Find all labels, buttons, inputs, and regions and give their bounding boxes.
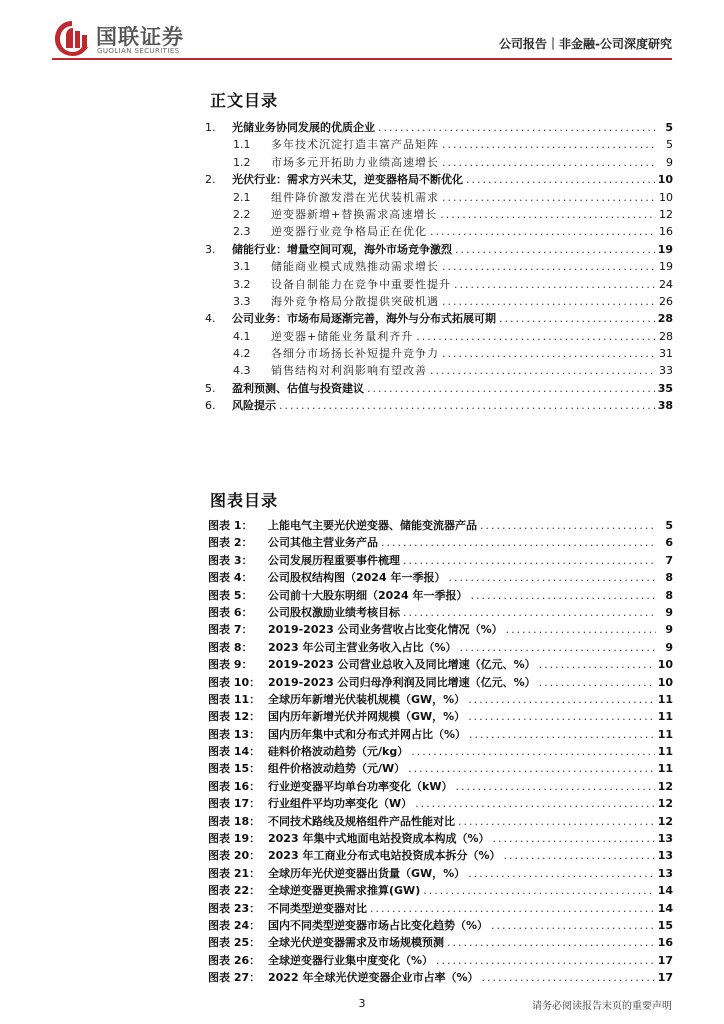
figure-list-entry[interactable] (208, 917, 673, 934)
figure-list-entry[interactable] (208, 900, 673, 917)
figure-list-entry[interactable] (208, 569, 673, 586)
figure-number: 图表 26： (208, 953, 261, 967)
figure-page: 13 (657, 832, 673, 846)
report-type: 公司报告｜非金融-公司深度研究 (499, 37, 672, 51)
figure-leader-dots (436, 952, 655, 969)
figure-page: 12 (657, 797, 673, 811)
toc-leader-dots (416, 328, 656, 345)
figure-number: 图表 16： (208, 779, 261, 793)
figure-label: 上能电气主要光伏逆变器、储能变流器产品 (268, 519, 477, 532)
toc-entry-label: 销售结构对利润影响有望改善 (271, 364, 427, 378)
figure-list-entry[interactable] (208, 882, 673, 899)
toc-entry-page: 9 (666, 155, 673, 169)
toc-entry-page: 12 (659, 207, 673, 221)
figure-label: 公司发展历程重要事件梳理 (268, 553, 400, 567)
figures-title: 图表目录 (210, 491, 279, 510)
figure-page: 14 (657, 884, 673, 898)
figure-page: 9 (665, 623, 673, 637)
figure-number: 图表 4： (208, 571, 253, 585)
figure-leader-dots (455, 778, 654, 795)
figure-list-entry[interactable] (208, 552, 673, 569)
figure-label: 全球光伏逆变器需求及市场规模预测 (268, 936, 444, 950)
figure-number: 图表 24： (208, 918, 261, 932)
toc-subsection-entry[interactable] (205, 276, 673, 293)
page-header (0, 0, 724, 62)
footer-disclaimer: 请务必阅读报告末页的重要声明 (532, 1001, 672, 1012)
figure-list-entry[interactable] (208, 517, 673, 534)
figure-list-entry[interactable] (208, 778, 673, 795)
toc-subsection-entry[interactable] (205, 206, 673, 223)
figure-list-entry[interactable] (208, 952, 673, 969)
toc-subsection-entry[interactable] (205, 136, 673, 153)
toc-section-entry[interactable] (205, 310, 673, 327)
toc-entry-page: 19 (657, 242, 673, 256)
figure-number: 图表 10： (208, 675, 261, 689)
toc-leader-dots (367, 380, 655, 397)
figure-page: 17 (657, 953, 673, 967)
figure-label: 硅料价格波动趋势（元/kg） (268, 745, 409, 759)
figure-label: 行业组件平均功率变化（W） (268, 797, 413, 811)
figure-number: 图表 27： (208, 971, 261, 985)
toc-entry-label: 光伏行业：需求方兴未艾，逆变器格局不断优化 (232, 173, 463, 187)
toc-entry-page: 16 (659, 225, 673, 239)
figure-label: 2022 年全球光伏逆变器企业市占率（%） (268, 971, 479, 985)
figure-number: 图表 22： (208, 884, 261, 898)
figure-list-entry[interactable] (208, 708, 673, 725)
figure-list-entry[interactable] (208, 587, 673, 604)
toc-entry-number: 4.1 (233, 329, 251, 343)
figure-page: 9 (665, 640, 673, 654)
toc-section-entry[interactable] (205, 380, 673, 397)
figure-list-entry[interactable] (208, 639, 673, 656)
figure-leader-dots (503, 847, 654, 864)
figure-page: 12 (657, 779, 673, 793)
figure-list-entry[interactable] (208, 726, 673, 743)
figure-leader-dots (447, 934, 655, 951)
figure-number: 图表 8： (208, 640, 253, 654)
toc-entry-label: 设备自制能力在竞争中重要性提升 (271, 277, 451, 291)
figure-page: 5 (665, 519, 673, 532)
figure-page: 13 (657, 866, 673, 880)
toc-leader-dots (442, 258, 656, 275)
toc-entry-page: 24 (659, 277, 673, 291)
figure-leader-dots (403, 604, 656, 621)
toc-leader-dots (378, 119, 656, 136)
figure-leader-dots (491, 917, 655, 934)
toc-entry-number: 1. (205, 121, 216, 134)
toc-entry-number: 2.3 (233, 225, 251, 239)
figure-leader-dots (506, 621, 656, 638)
figure-label: 公司其他主营业务产品 (268, 536, 378, 550)
figure-page: 16 (657, 936, 673, 950)
toc-subsection-entry[interactable] (205, 362, 673, 379)
figure-leader-dots (403, 552, 656, 569)
figure-number: 图表 13： (208, 727, 261, 741)
figure-label: 不同技术路线及规格组件产品性能对比 (268, 814, 455, 828)
toc-entry-label: 储能商业模式成熟推动需求增长 (271, 260, 439, 274)
figure-page: 9 (665, 605, 673, 619)
figure-list-entry[interactable] (208, 604, 673, 621)
list-of-figures (208, 517, 673, 987)
figure-leader-dots (468, 691, 655, 708)
toc-subsection-entry[interactable] (205, 223, 673, 240)
toc-entry-number: 2. (205, 173, 216, 187)
figure-list-entry[interactable] (208, 656, 673, 673)
figure-number: 图表 5： (208, 588, 253, 602)
figure-list-entry[interactable] (208, 934, 673, 951)
guolian-logo-icon (52, 18, 92, 58)
toc-entry-label: 公司业务：市场布局逐渐完善，海外与分布式拓展可期 (232, 312, 496, 326)
figure-label: 2023 年集中式地面电站投资成本构成（%） (268, 832, 490, 846)
toc-leader-dots (454, 276, 656, 293)
toc-entry-label: 海外竞争格局分散提供突破机遇 (271, 294, 439, 308)
figure-label: 国内历年集中式和分布式并网占比（%） (268, 727, 467, 741)
figure-number: 图表 11： (208, 692, 261, 706)
toc-entry-number: 1.1 (233, 138, 251, 152)
figure-page: 8 (665, 571, 673, 585)
figure-leader-dots (370, 900, 655, 917)
toc-entry-label: 逆变器新增+替换需求高速增长 (271, 207, 438, 221)
figure-label: 国内不同类型逆变器市场占比变化趋势（%） (268, 918, 489, 932)
figure-page: 13 (657, 849, 673, 863)
figure-page: 17 (657, 971, 673, 985)
figure-number: 图表 15： (208, 762, 261, 776)
toc-entry-number: 3. (205, 242, 216, 256)
figure-list-entry[interactable] (208, 795, 673, 812)
toc-entry-page: 5 (665, 121, 673, 134)
toc-entry-label: 市场多元开拓助力业绩高速增长 (271, 155, 439, 169)
toc-section-entry[interactable] (205, 171, 673, 188)
figure-label: 全球历年新增光伏装机规模（GW，%） (268, 692, 466, 706)
figure-page: 15 (657, 918, 673, 932)
figure-number: 图表 17： (208, 797, 261, 811)
toc-entry-label: 盈利预测、估值与投资建议 (232, 381, 364, 395)
toc-entry-label: 光储业务协同发展的优质企业 (232, 121, 375, 134)
figure-number: 图表 9： (208, 658, 253, 672)
toc-entry-number: 3.3 (233, 294, 251, 308)
figure-label: 2019-2023 公司归母净利润及同比增速（亿元、%） (268, 675, 536, 689)
toc-leader-dots (499, 310, 655, 327)
toc-entry-page: 28 (657, 312, 673, 326)
figure-leader-dots (458, 813, 655, 830)
toc-leader-dots (440, 206, 656, 223)
toc-section-entry[interactable] (205, 119, 673, 136)
figure-page: 6 (665, 536, 673, 550)
toc-entry-page: 10 (657, 173, 673, 187)
figure-number: 图表 14： (208, 745, 261, 759)
figure-number: 图表 12： (208, 710, 261, 724)
figure-label: 公司股权激励业绩考核目标 (268, 605, 400, 619)
figure-number: 图表 1： (208, 519, 253, 532)
toc-entry-page: 26 (659, 294, 673, 308)
figure-page: 11 (657, 745, 673, 759)
toc-entry-page: 38 (657, 399, 673, 413)
figure-leader-dots (423, 882, 654, 899)
figure-leader-dots (539, 656, 655, 673)
logo-english-name: GUOLIAN SECURITIES (97, 47, 180, 55)
toc-entry-page: 28 (659, 329, 673, 343)
toc-entry-number: 6. (205, 399, 216, 413)
figure-list-entry[interactable] (208, 760, 673, 777)
figure-leader-dots (492, 830, 654, 847)
toc-entry-number: 2.2 (233, 207, 251, 221)
figure-list-entry[interactable] (208, 691, 673, 708)
toc-entry-number: 2.1 (233, 190, 251, 204)
figure-leader-dots (459, 639, 656, 656)
figure-number: 图表 2： (208, 536, 253, 550)
figure-number: 图表 23： (208, 901, 261, 915)
toc-leader-dots (430, 362, 656, 379)
figure-list-entry[interactable] (208, 847, 673, 864)
figure-page: 12 (657, 814, 673, 828)
figure-leader-dots (480, 517, 656, 534)
toc-subsection-entry[interactable] (205, 258, 673, 275)
toc-entry-number: 5. (205, 381, 216, 395)
toc-leader-dots (442, 345, 656, 362)
toc-entry-label: 逆变器+储能业务量利齐升 (271, 329, 414, 343)
toc-entry-label: 组件降价激发潜在光伏装机需求 (271, 190, 439, 204)
logo-chinese-name: 国联证券 (96, 25, 184, 49)
toc-entry-label: 逆变器行业竞争格局正在优化 (271, 225, 427, 239)
figure-leader-dots (469, 726, 655, 743)
figure-leader-dots (408, 760, 655, 777)
toc-entry-number: 3.1 (233, 260, 251, 274)
company-logo (52, 18, 192, 58)
figure-number: 图表 18： (208, 814, 261, 828)
figure-label: 组件价格波动趋势（元/W） (268, 762, 406, 776)
toc-entry-page: 19 (659, 260, 673, 274)
header-divider (52, 58, 672, 60)
figure-number: 图表 21： (208, 866, 261, 880)
figure-list-entry[interactable] (208, 865, 673, 882)
toc-leader-dots (442, 154, 656, 171)
figure-label: 国内历年新增光伏并网规模（GW，%） (268, 710, 466, 724)
figure-leader-dots (381, 534, 656, 551)
figure-number: 图表 19： (208, 832, 261, 846)
toc-entry-number: 1.2 (233, 155, 251, 169)
toc-leader-dots (442, 293, 656, 310)
figure-page: 7 (665, 553, 673, 567)
toc-entry-page: 33 (659, 364, 673, 378)
figure-list-entry[interactable] (208, 969, 673, 986)
toc-title: 正文目录 (210, 91, 279, 110)
figure-label: 2023 年工商业分布式电站投资成本拆分（%） (268, 849, 501, 863)
figure-leader-dots (539, 674, 655, 691)
toc-entry-page: 31 (659, 347, 673, 361)
toc-entry-page: 5 (666, 138, 673, 152)
figure-label: 2019-2023 公司营业总收入及同比增速（亿元、%） (268, 658, 536, 672)
figure-list-entry[interactable] (208, 534, 673, 551)
figure-page: 11 (657, 692, 673, 706)
toc-leader-dots (442, 136, 656, 153)
toc-entry-label: 各细分市场扬长补短提升竞争力 (271, 347, 439, 361)
figure-list-entry[interactable] (208, 813, 673, 830)
figure-number: 图表 25： (208, 936, 261, 950)
toc-leader-dots (279, 397, 655, 414)
figure-page: 10 (657, 658, 673, 672)
figure-list-entry[interactable] (208, 830, 673, 847)
figure-leader-dots (468, 708, 655, 725)
figure-leader-dots (481, 969, 654, 986)
figure-number: 图表 3： (208, 553, 253, 567)
figure-number: 图表 20： (208, 849, 261, 863)
toc-entry-label: 多年技术沉淀打造丰富产品矩阵 (271, 138, 439, 152)
toc-subsection-entry[interactable] (205, 293, 673, 310)
toc-entry-number: 4. (205, 312, 216, 326)
toc-entry-number: 4.2 (233, 347, 251, 361)
figure-label: 不同类型逆变器对比 (268, 901, 367, 915)
figure-number: 图表 6： (208, 605, 253, 619)
toc-entry-number: 4.3 (233, 364, 251, 378)
toc-entry-page: 10 (659, 190, 673, 204)
figure-page: 8 (665, 588, 673, 602)
figure-label: 全球逆变器更换需求推算(GW) (268, 884, 421, 898)
figure-leader-dots (470, 587, 656, 604)
toc-subsection-entry[interactable] (205, 328, 673, 345)
figure-leader-dots (448, 569, 656, 586)
figure-label: 全球逆变器行业集中度变化（%） (268, 953, 434, 967)
figure-label: 公司前十大股东明细（2024 年一季报） (268, 588, 468, 602)
table-of-contents (205, 119, 673, 415)
toc-subsection-entry[interactable] (205, 345, 673, 362)
figure-label: 2019-2023 公司业务营收占比变化情况（%） (268, 623, 503, 637)
figure-label: 行业逆变器平均单台功率变化（kW） (268, 779, 453, 793)
figure-leader-dots (468, 865, 655, 882)
figure-list-entry[interactable] (208, 743, 673, 760)
toc-entry-label: 储能行业：增量空间可观，海外市场竞争激烈 (232, 242, 452, 256)
figure-list-entry[interactable] (208, 674, 673, 691)
figure-page: 11 (657, 710, 673, 724)
figure-list-entry[interactable] (208, 621, 673, 638)
toc-leader-dots (442, 189, 656, 206)
toc-entry-number: 3.2 (233, 277, 251, 291)
figure-page: 14 (657, 901, 673, 915)
figure-page: 11 (657, 762, 673, 776)
figure-label: 2023 年公司主营业务收入占比（%） (268, 640, 457, 654)
toc-subsection-entry[interactable] (205, 189, 673, 206)
toc-section-entry[interactable] (205, 241, 673, 258)
figure-leader-dots (411, 743, 654, 760)
toc-leader-dots (466, 171, 655, 188)
figure-leader-dots (415, 795, 655, 812)
figure-number: 图表 7： (208, 623, 253, 637)
figure-page: 10 (657, 675, 673, 689)
figure-page: 11 (657, 727, 673, 741)
toc-entry-page: 35 (657, 381, 673, 395)
figure-label: 全球历年光伏逆变器出货量（GW，%） (268, 866, 466, 880)
toc-entry-label: 风险提示 (232, 399, 276, 413)
toc-subsection-entry[interactable] (205, 154, 673, 171)
toc-leader-dots (455, 241, 655, 258)
figure-label: 公司股权结构图（2024 年一季报） (268, 571, 446, 585)
toc-section-entry[interactable] (205, 397, 673, 414)
page-number: 3 (358, 997, 366, 1010)
toc-leader-dots (430, 223, 656, 240)
